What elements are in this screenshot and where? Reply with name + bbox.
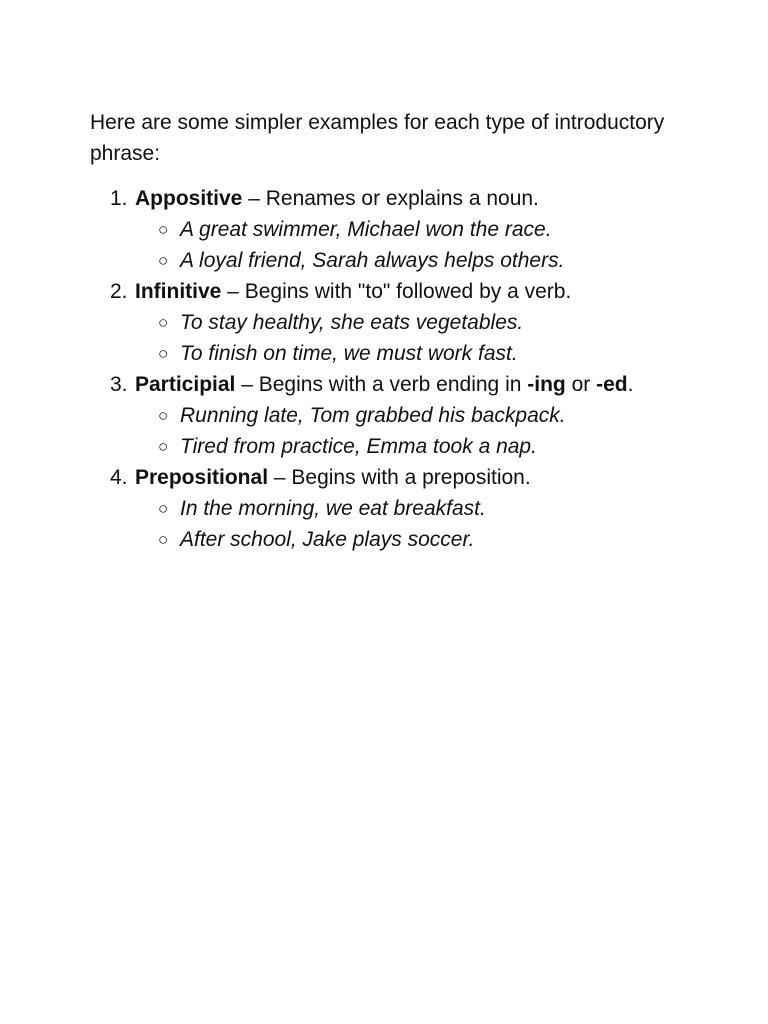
suffix-ed: -ed bbox=[596, 373, 628, 396]
phrase-types-list bbox=[90, 183, 710, 555]
hollow-circle-bullet-icon: ○ bbox=[158, 406, 169, 425]
example-text: A great swimmer, Michael won the race. bbox=[180, 218, 552, 241]
description-part: . bbox=[627, 373, 634, 396]
description: Begins with a preposition. bbox=[291, 466, 531, 489]
example-item bbox=[135, 400, 710, 431]
dash: – bbox=[242, 187, 266, 210]
term-participial: Participial bbox=[135, 373, 236, 396]
examples-list bbox=[135, 307, 710, 369]
document-page bbox=[90, 107, 710, 555]
hollow-circle-bullet-icon: ○ bbox=[158, 437, 169, 456]
dash: – bbox=[221, 280, 245, 303]
hollow-circle-bullet-icon: ○ bbox=[158, 251, 169, 270]
dash: – bbox=[268, 466, 292, 489]
example-text: In the morning, we eat breakfast. bbox=[180, 497, 486, 520]
example-item bbox=[135, 431, 710, 462]
hollow-circle-bullet-icon: ○ bbox=[158, 530, 169, 549]
example-item bbox=[135, 214, 710, 245]
example-text: To stay healthy, she eats vegetables. bbox=[180, 311, 524, 334]
term-prepositional: Prepositional bbox=[135, 466, 269, 489]
example-text: After school, Jake plays soccer. bbox=[180, 528, 475, 551]
examples-list bbox=[135, 214, 710, 276]
list-item-appositive bbox=[90, 183, 710, 276]
description: Begins with "to" followed by a verb. bbox=[244, 280, 572, 303]
example-item bbox=[135, 524, 710, 555]
term-infinitive: Infinitive bbox=[135, 280, 222, 303]
hollow-circle-bullet-icon: ○ bbox=[158, 344, 169, 363]
example-item bbox=[135, 493, 710, 524]
dash: – bbox=[235, 373, 259, 396]
list-number: 3. bbox=[110, 373, 128, 396]
suffix-ing: -ing bbox=[527, 373, 566, 396]
list-number: 4. bbox=[110, 466, 128, 489]
example-text: To finish on time, we must work fast. bbox=[180, 342, 518, 365]
description-part: or bbox=[565, 373, 597, 396]
list-item-infinitive bbox=[90, 276, 710, 369]
example-item bbox=[135, 245, 710, 276]
term-appositive: Appositive bbox=[135, 187, 243, 210]
hollow-circle-bullet-icon: ○ bbox=[158, 313, 169, 332]
description-part: Begins with a verb ending in bbox=[258, 373, 528, 396]
hollow-circle-bullet-icon: ○ bbox=[158, 220, 169, 239]
intro-paragraph: Here are some simpler examples for each type of introductory phrase: bbox=[90, 111, 665, 165]
example-text: A loyal friend, Sarah always helps others. bbox=[180, 249, 565, 272]
example-item bbox=[135, 307, 710, 338]
list-item-prepositional bbox=[90, 462, 710, 555]
hollow-circle-bullet-icon: ○ bbox=[158, 499, 169, 518]
list-number: 2. bbox=[110, 280, 128, 303]
example-item bbox=[135, 338, 710, 369]
list-number: 1. bbox=[110, 187, 128, 210]
example-text: Running late, Tom grabbed his backpack. bbox=[180, 404, 566, 427]
examples-list bbox=[135, 400, 710, 462]
description: Renames or explains a noun. bbox=[265, 187, 539, 210]
example-text: Tired from practice, Emma took a nap. bbox=[180, 435, 537, 458]
list-item-participial bbox=[90, 369, 710, 462]
examples-list bbox=[135, 493, 710, 555]
